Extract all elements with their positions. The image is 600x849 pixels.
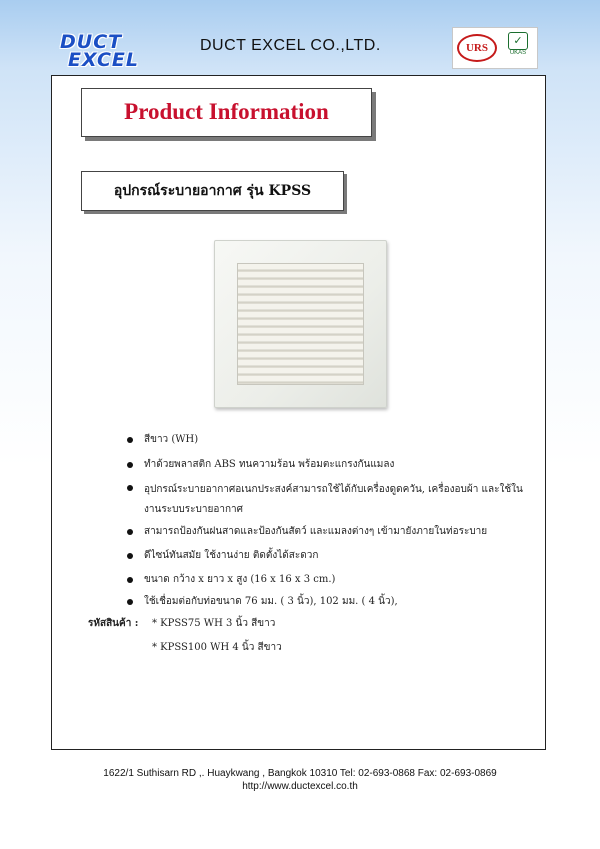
feature-text: ดีไซน์ทันสมัย ใช้งานง่าย ติดตั้งได้สะดวก	[144, 550, 319, 561]
bullet-icon	[127, 485, 133, 491]
crown-check-icon: ✓	[508, 32, 528, 50]
feature-item	[118, 480, 534, 520]
bullet-icon	[127, 529, 133, 535]
product-code-label: รหัสสินค้า :	[88, 618, 139, 629]
ukas-label: UKAS	[509, 50, 527, 56]
feature-text: อุปกรณ์ระบายอากาศอเนกประสงค์สามารถใช้ได้กับเครื่องดูดควัน, เครื่องอบผ้า และใช้ในงานระบบระบายอากาศ	[144, 484, 523, 515]
feature-item	[118, 432, 198, 447]
footer-website: http://www.ductexcel.co.th	[242, 781, 358, 792]
product-code-item: * KPSS100 WH 4 นิ้ว สีขาว	[152, 642, 282, 653]
feature-text: ทำด้วยพลาสติก ABS ทนความร้อน พร้อมตะแกรงกันแมลง	[144, 459, 395, 470]
feature-text: ใช้เชื่อมต่อกับท่อขนาด 76 มม. ( 3 นิ้ว), 102 มม. ( 4 นิ้ว),	[144, 596, 398, 607]
feature-text: สีขาว (WH)	[144, 434, 199, 445]
logo-line2: EXCEL	[68, 49, 139, 71]
product-code-item: * KPSS75 WH 3 นิ้ว สีขาว	[152, 618, 276, 629]
product-image	[214, 240, 387, 408]
certification-logos	[452, 27, 538, 69]
feature-item	[118, 548, 318, 563]
feature-item	[118, 572, 335, 587]
product-subtitle: อุปกรณ์ระบายอากาศ รุ่น KPSS	[81, 171, 344, 211]
page-title: Product Information	[81, 88, 372, 137]
urs-logo: URS	[457, 34, 497, 62]
feature-item	[118, 457, 394, 472]
feature-text: ขนาด กว้าง x ยาว x สูง (16 x 16 x 3 cm.)	[144, 574, 336, 585]
logo-line1: DUCT	[60, 31, 123, 53]
bullet-icon	[127, 577, 133, 583]
bullet-icon	[127, 599, 133, 605]
feature-text: สามารถป้องกันฝนสาดและป้องกันสัตว์ และแมลงต่างๆ เข้ามายังภายในท่อระบาย	[144, 526, 488, 537]
feature-item	[118, 594, 398, 609]
feature-item	[118, 524, 487, 539]
bullet-icon	[127, 437, 133, 443]
footer-address: 1622/1 Suthisarn RD ,. Huaykwang , Bangkok 10310 Tel: 02-693-0868 Fax: 02-693-0869	[103, 768, 497, 779]
bullet-icon	[127, 462, 133, 468]
duct-excel-logo	[56, 33, 152, 73]
company-name: DUCT EXCEL CO.,LTD.	[200, 37, 381, 54]
ukas-logo	[505, 32, 531, 64]
bullet-icon	[127, 553, 133, 559]
louver-grille	[237, 263, 364, 385]
